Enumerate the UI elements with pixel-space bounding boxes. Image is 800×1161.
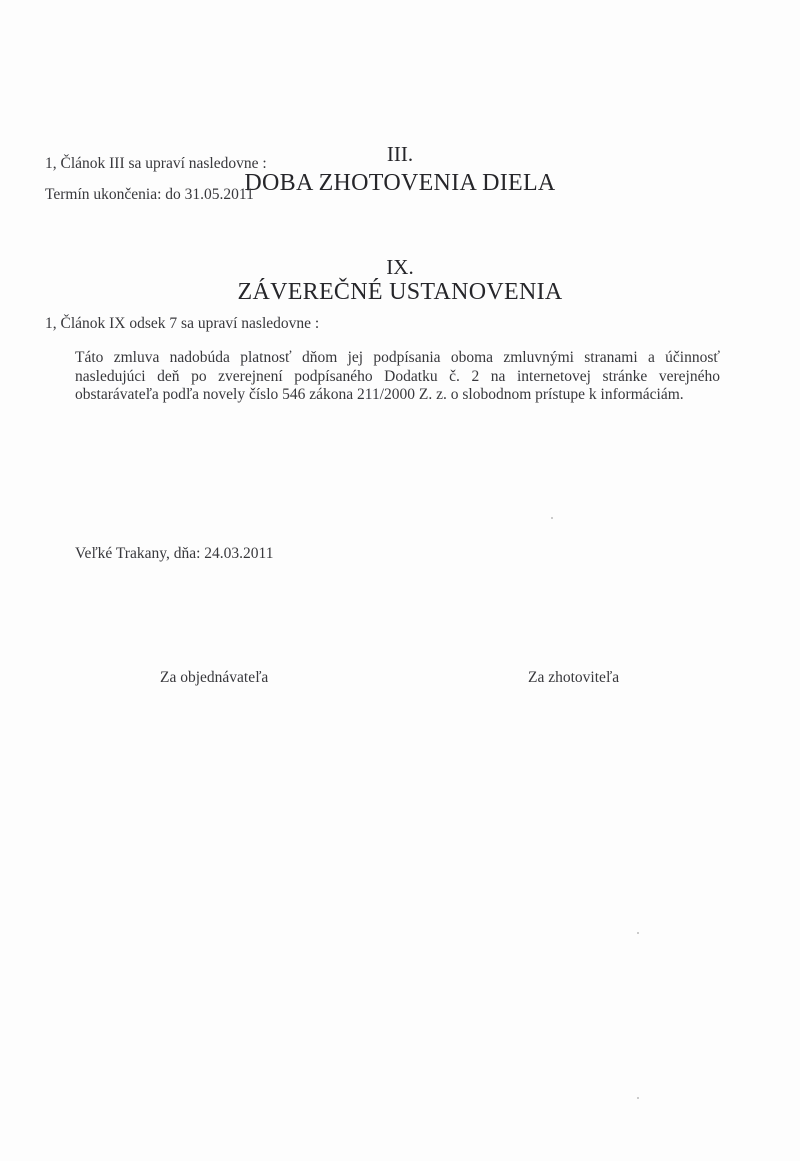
scan-speck: [637, 932, 639, 934]
signature-place-date: Veľké Trakany, dňa: 24.03.2011: [75, 545, 274, 562]
section-3-item: 1, Článok III sa upraví nasledovne :: [45, 155, 267, 172]
scan-speck: [637, 1097, 639, 1099]
section-3-title: DOBA ZHOTOVENIA DIELA: [244, 170, 556, 196]
section-9-number: IX.: [386, 255, 414, 279]
section-9-paragraph: Táto zmluva nadobúda platnosť dňom jej podpísania oboma zmluvnými stranami a účinnosť nasledujúci deň po zverejnení podpísaného Dodatku č. 2 na internetovej stránke verejného obstarávateľa podľa novely číslo 546 zákona 211/2000 Z. z. o slobodnom prístupe k informáciám.: [75, 349, 720, 404]
signature-contractor-label: Za zhotoviteľa: [528, 669, 620, 686]
section-3-deadline: Termín ukončenia: do 31.05.2011: [45, 186, 254, 203]
section-9-title: ZÁVEREČNÉ USTANOVENIA: [237, 279, 563, 305]
scan-speck: [551, 517, 553, 519]
section-9-item: 1, Článok IX odsek 7 sa upraví nasledovne :: [45, 315, 320, 332]
signature-orderer-label: Za objednávateľa: [160, 669, 269, 686]
section-3-number: III.: [386, 142, 414, 166]
